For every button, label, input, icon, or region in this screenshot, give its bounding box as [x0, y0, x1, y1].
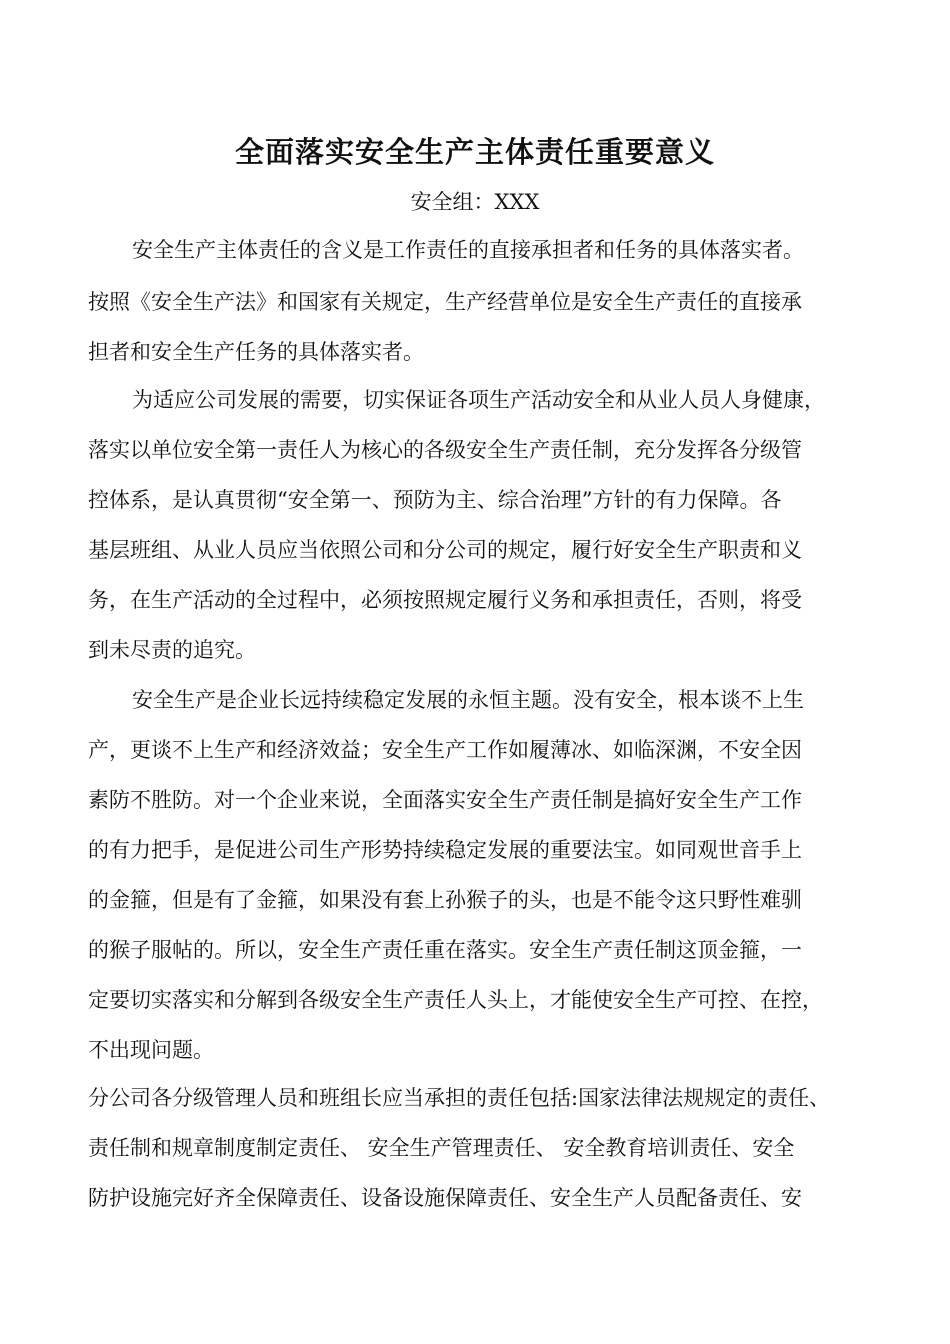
paragraph-3-line-8: 不出现问题。 [88, 1038, 214, 1062]
paragraph-1-line-1: 安全生产主体责任的含义是工作责任的直接承担者和任务的具体落实者。 [132, 238, 804, 262]
paragraph-3-line-2: 产，更谈不上生产和经济效益；安全生产工作如履薄冰、如临深渊，不安全因 [88, 738, 802, 762]
paragraph-2-line-1: 为适应公司发展的需要，切实保证各项生产活动安全和从业人员人身健康， [132, 388, 825, 412]
paragraph-4-line-1: 分公司各分级管理人员和班组长应当承担的责任包括:国家法律法规规定的责任、 [88, 1086, 831, 1110]
document-title: 全面落实安全生产主体责任重要意义 [234, 135, 715, 169]
paragraph-2-line-5: 务，在生产活动的全过程中，必须按照规定履行义务和承担责任，否则，将受 [88, 588, 802, 612]
paragraph-1-line-2: 按照《安全生产法》和国家有关规定，生产经营单位是安全生产责任的直接承 [88, 290, 802, 314]
paragraph-3-line-4: 的有力把手，是促进公司生产形势持续稳定发展的重要法宝。如同观世音手上 [88, 838, 802, 862]
paragraph-2-line-3: 控体系，是认真贯彻“安全第一、预防为主、综合治理”方针的有力保障。各 [88, 488, 782, 512]
paragraph-2-line-4: 基层班组、从业人员应当依照公司和分公司的规定，履行好安全生产职责和义 [88, 538, 802, 562]
paragraph-3-line-7: 定要切实落实和分解到各级安全生产责任人头上，才能使安全生产可控、在控， [88, 988, 823, 1012]
paragraph-4-line-3: 防护设施完好齐全保障责任、设备设施保障责任、安全生产人员配备责任、安 [88, 1186, 802, 1210]
paragraph-3-line-3: 素防不胜防。对一个企业来说，全面落实安全生产责任制是搞好安全生产工作 [88, 788, 802, 812]
paragraph-4-line-2: 责任制和规章制度制定责任、 安全生产管理责任、 安全教育培训责任、安全 [88, 1136, 795, 1160]
paragraph-2-line-6: 到未尽责的追究。 [88, 638, 256, 662]
document-author: 安全组：XXX [410, 190, 540, 214]
paragraph-3-line-5: 的金箍，但是有了金箍，如果没有套上孙猴子的头，也是不能令这只野性难驯 [88, 888, 802, 912]
paragraph-1-line-3: 担者和安全生产任务的具体落实者。 [88, 340, 424, 364]
paragraph-3-line-6: 的猴子服帖的。所以，安全生产责任重在落实。安全生产责任制这顶金箍，一 [88, 938, 802, 962]
paragraph-3-line-1: 安全生产是企业长远持续稳定发展的永恒主题。没有安全，根本谈不上生 [132, 688, 804, 712]
paragraph-2-line-2: 落实以单位安全第一责任人为核心的各级安全生产责任制，充分发挥各分级管 [88, 438, 802, 462]
